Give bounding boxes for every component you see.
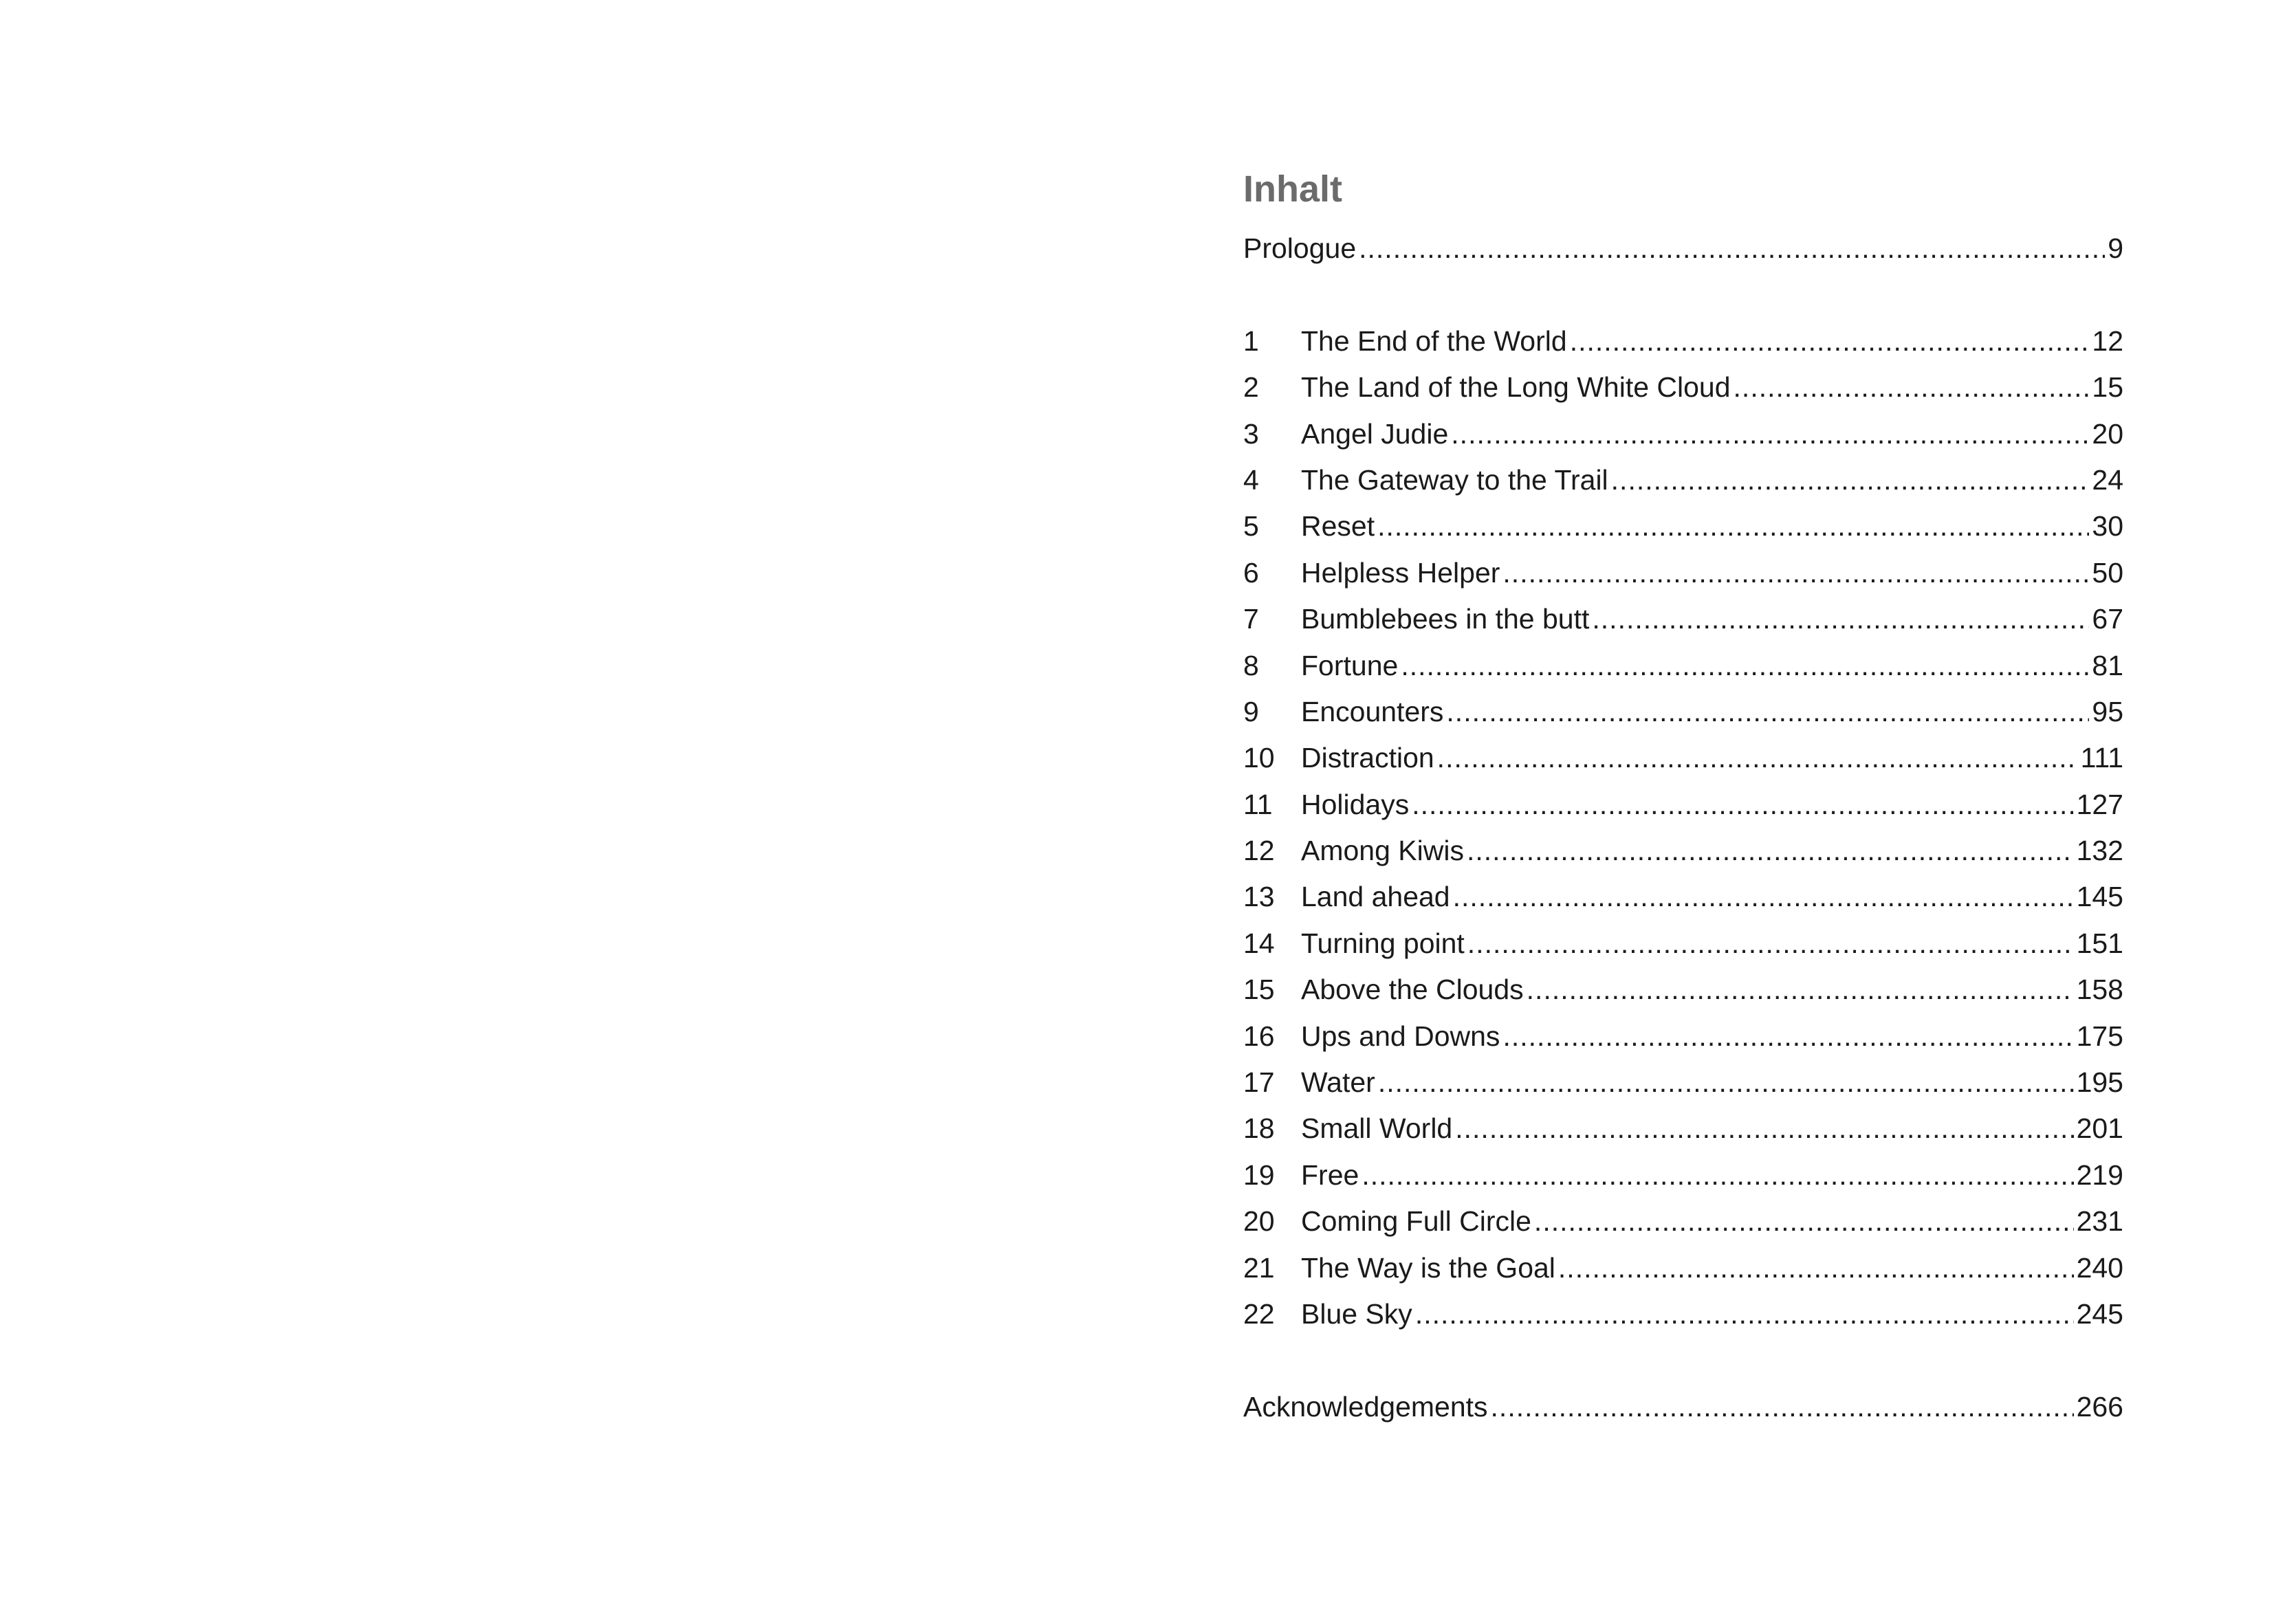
toc-entry-number: 12 xyxy=(1243,835,1275,867)
toc-entry-number: 22 xyxy=(1243,1297,1275,1330)
toc-entry-number: 11 xyxy=(1243,788,1273,820)
toc-spacer xyxy=(1243,1337,2123,1383)
dot-leader xyxy=(1491,1384,2074,1430)
toc-entry-label: The End of the World xyxy=(1301,325,1567,357)
toc-entry-chapter xyxy=(1243,643,2123,689)
toc-entry-chapter xyxy=(1243,1245,2123,1291)
toc-entry-page: 30 xyxy=(2092,510,2123,542)
toc-entry-label: Among Kiwis xyxy=(1301,835,1464,867)
toc-entry-chapter xyxy=(1243,411,2123,457)
toc-entry-label: Bumblebees in the butt xyxy=(1301,603,1590,635)
toc-entry-prologue xyxy=(1243,226,2123,272)
toc-entry-label: Free xyxy=(1301,1159,1359,1191)
toc-entry-number: 13 xyxy=(1243,881,1275,913)
dot-leader xyxy=(1451,411,2089,457)
dot-leader xyxy=(1377,503,2089,549)
toc-entry-page: 67 xyxy=(2092,603,2123,635)
toc-entry-number: 14 xyxy=(1243,927,1275,959)
dot-leader xyxy=(1453,874,2074,920)
toc-entry-page: 9 xyxy=(2108,232,2123,264)
toc-entry-page: 231 xyxy=(2076,1205,2123,1238)
toc-entry-number: 20 xyxy=(1243,1205,1275,1238)
toc-entry-label: Angel Judie xyxy=(1301,417,1449,450)
toc-entry-page: 195 xyxy=(2076,1066,2123,1099)
toc-entry-chapter xyxy=(1243,1291,2123,1337)
toc-entry-label: The Way is the Goal xyxy=(1301,1251,1555,1284)
dot-leader xyxy=(1467,921,2074,967)
toc-entry-page: 245 xyxy=(2076,1297,2123,1330)
toc-entry-page: 151 xyxy=(2076,927,2123,959)
dot-leader xyxy=(1534,1198,2074,1244)
toc-entry-chapter xyxy=(1243,1106,2123,1152)
toc-entry-page: 81 xyxy=(2092,649,2123,681)
dot-leader xyxy=(1455,1106,2073,1152)
toc-entry-page: 266 xyxy=(2076,1390,2123,1423)
toc-entry-chapter xyxy=(1243,828,2123,874)
toc-entry-number: 10 xyxy=(1243,742,1275,774)
toc-entry-page: 240 xyxy=(2076,1251,2123,1284)
toc-entry-label: Turning point xyxy=(1301,927,1465,959)
toc-entry-chapter xyxy=(1243,550,2123,596)
toc-entry-label: Prologue xyxy=(1243,232,1357,264)
toc-entry-chapter xyxy=(1243,318,2123,364)
toc-entry-chapter xyxy=(1243,364,2123,410)
toc-entry-chapter xyxy=(1243,1060,2123,1106)
toc-entry-number: 7 xyxy=(1243,603,1259,635)
toc-entry-acknowledgements xyxy=(1243,1384,2123,1430)
toc-entry-label: Encounters xyxy=(1301,695,1444,727)
toc-entry-number: 21 xyxy=(1243,1251,1275,1284)
toc-title: Inhalt xyxy=(1243,168,1342,210)
toc-entry-number: 17 xyxy=(1243,1066,1275,1099)
dot-leader xyxy=(1412,782,2073,828)
toc-entry-chapter xyxy=(1243,1198,2123,1244)
toc-entry-chapter xyxy=(1243,457,2123,503)
toc-entry-page: 158 xyxy=(2076,974,2123,1006)
toc-entry-number: 4 xyxy=(1243,463,1259,496)
toc-entry-label: The Gateway to the Trail xyxy=(1301,463,1608,496)
table-of-contents xyxy=(1243,158,2123,1430)
toc-entry-chapter xyxy=(1243,874,2123,920)
dot-leader xyxy=(1734,364,2090,410)
toc-entry-chapter xyxy=(1243,689,2123,735)
toc-entry-label: Reset xyxy=(1301,510,1375,542)
toc-entry-page: 111 xyxy=(2080,742,2123,774)
toc-chapter-list xyxy=(1243,318,2123,1338)
toc-entry-chapter xyxy=(1243,782,2123,828)
toc-entry-number: 8 xyxy=(1243,649,1259,681)
toc-entry-label: Coming Full Circle xyxy=(1301,1205,1531,1238)
toc-entry-number: 6 xyxy=(1243,556,1259,589)
toc-entry-page: 50 xyxy=(2092,556,2123,589)
dot-leader xyxy=(1570,318,2090,364)
dot-leader xyxy=(1401,643,2089,689)
toc-entry-number: 5 xyxy=(1243,510,1259,542)
dot-leader xyxy=(1592,596,2089,642)
toc-spacer xyxy=(1243,272,2123,318)
toc-entry-number: 9 xyxy=(1243,695,1259,727)
toc-entry-page: 175 xyxy=(2076,1020,2123,1052)
toc-entry-number: 18 xyxy=(1243,1112,1275,1145)
toc-entry-chapter xyxy=(1243,1152,2123,1198)
toc-entry-number: 3 xyxy=(1243,417,1259,450)
toc-entry-label: Holidays xyxy=(1301,788,1410,820)
toc-entry-chapter xyxy=(1243,921,2123,967)
toc-entry-number: 15 xyxy=(1243,974,1275,1006)
dot-leader xyxy=(1415,1291,2074,1337)
toc-entry-chapter xyxy=(1243,1013,2123,1060)
toc-entry-page: 12 xyxy=(2092,325,2123,357)
toc-entry-chapter xyxy=(1243,967,2123,1013)
toc-entry-label: Distraction xyxy=(1301,742,1434,774)
toc-entry-page: 95 xyxy=(2092,695,2123,727)
toc-entry-label: Fortune xyxy=(1301,649,1399,681)
toc-entry-chapter xyxy=(1243,503,2123,549)
toc-entry-label: Ups and Downs xyxy=(1301,1020,1500,1052)
dot-leader xyxy=(1467,828,2074,874)
toc-entry-number: 2 xyxy=(1243,371,1259,404)
toc-entry-page: 15 xyxy=(2092,371,2123,404)
dot-leader xyxy=(1558,1245,2074,1291)
toc-entry-page: 201 xyxy=(2076,1112,2123,1145)
dot-leader xyxy=(1362,1152,2073,1198)
toc-entry-label: Acknowledgements xyxy=(1243,1390,1488,1423)
dot-leader xyxy=(1527,967,2074,1013)
toc-entry-page: 132 xyxy=(2076,835,2123,867)
toc-entry-chapter xyxy=(1243,596,2123,642)
dot-leader xyxy=(1611,457,2090,503)
toc-entry-label: Land ahead xyxy=(1301,881,1450,913)
toc-entry-page: 127 xyxy=(2076,788,2123,820)
toc-entry-page: 20 xyxy=(2092,417,2123,450)
dot-leader xyxy=(1502,1013,2073,1060)
toc-entry-label: The Land of the Long White Cloud xyxy=(1301,371,1731,404)
toc-entry-label: Blue Sky xyxy=(1301,1297,1412,1330)
toc-entry-page: 219 xyxy=(2076,1159,2123,1191)
toc-entry-number: 16 xyxy=(1243,1020,1275,1052)
toc-entry-label: Small World xyxy=(1301,1112,1453,1145)
toc-entry-page: 24 xyxy=(2092,463,2123,496)
dot-leader xyxy=(1359,226,2105,272)
dot-leader xyxy=(1446,689,2089,735)
toc-entry-label: Water xyxy=(1301,1066,1375,1099)
toc-entry-chapter xyxy=(1243,735,2123,781)
dot-leader xyxy=(1502,550,2089,596)
toc-entry-label: Helpless Helper xyxy=(1301,556,1500,589)
toc-entry-page: 145 xyxy=(2076,881,2123,913)
toc-entry-number: 19 xyxy=(1243,1159,1275,1191)
dot-leader xyxy=(1378,1060,2074,1106)
toc-entry-number: 1 xyxy=(1243,325,1259,357)
dot-leader xyxy=(1437,735,2078,781)
toc-entry-label: Above the Clouds xyxy=(1301,974,1524,1006)
